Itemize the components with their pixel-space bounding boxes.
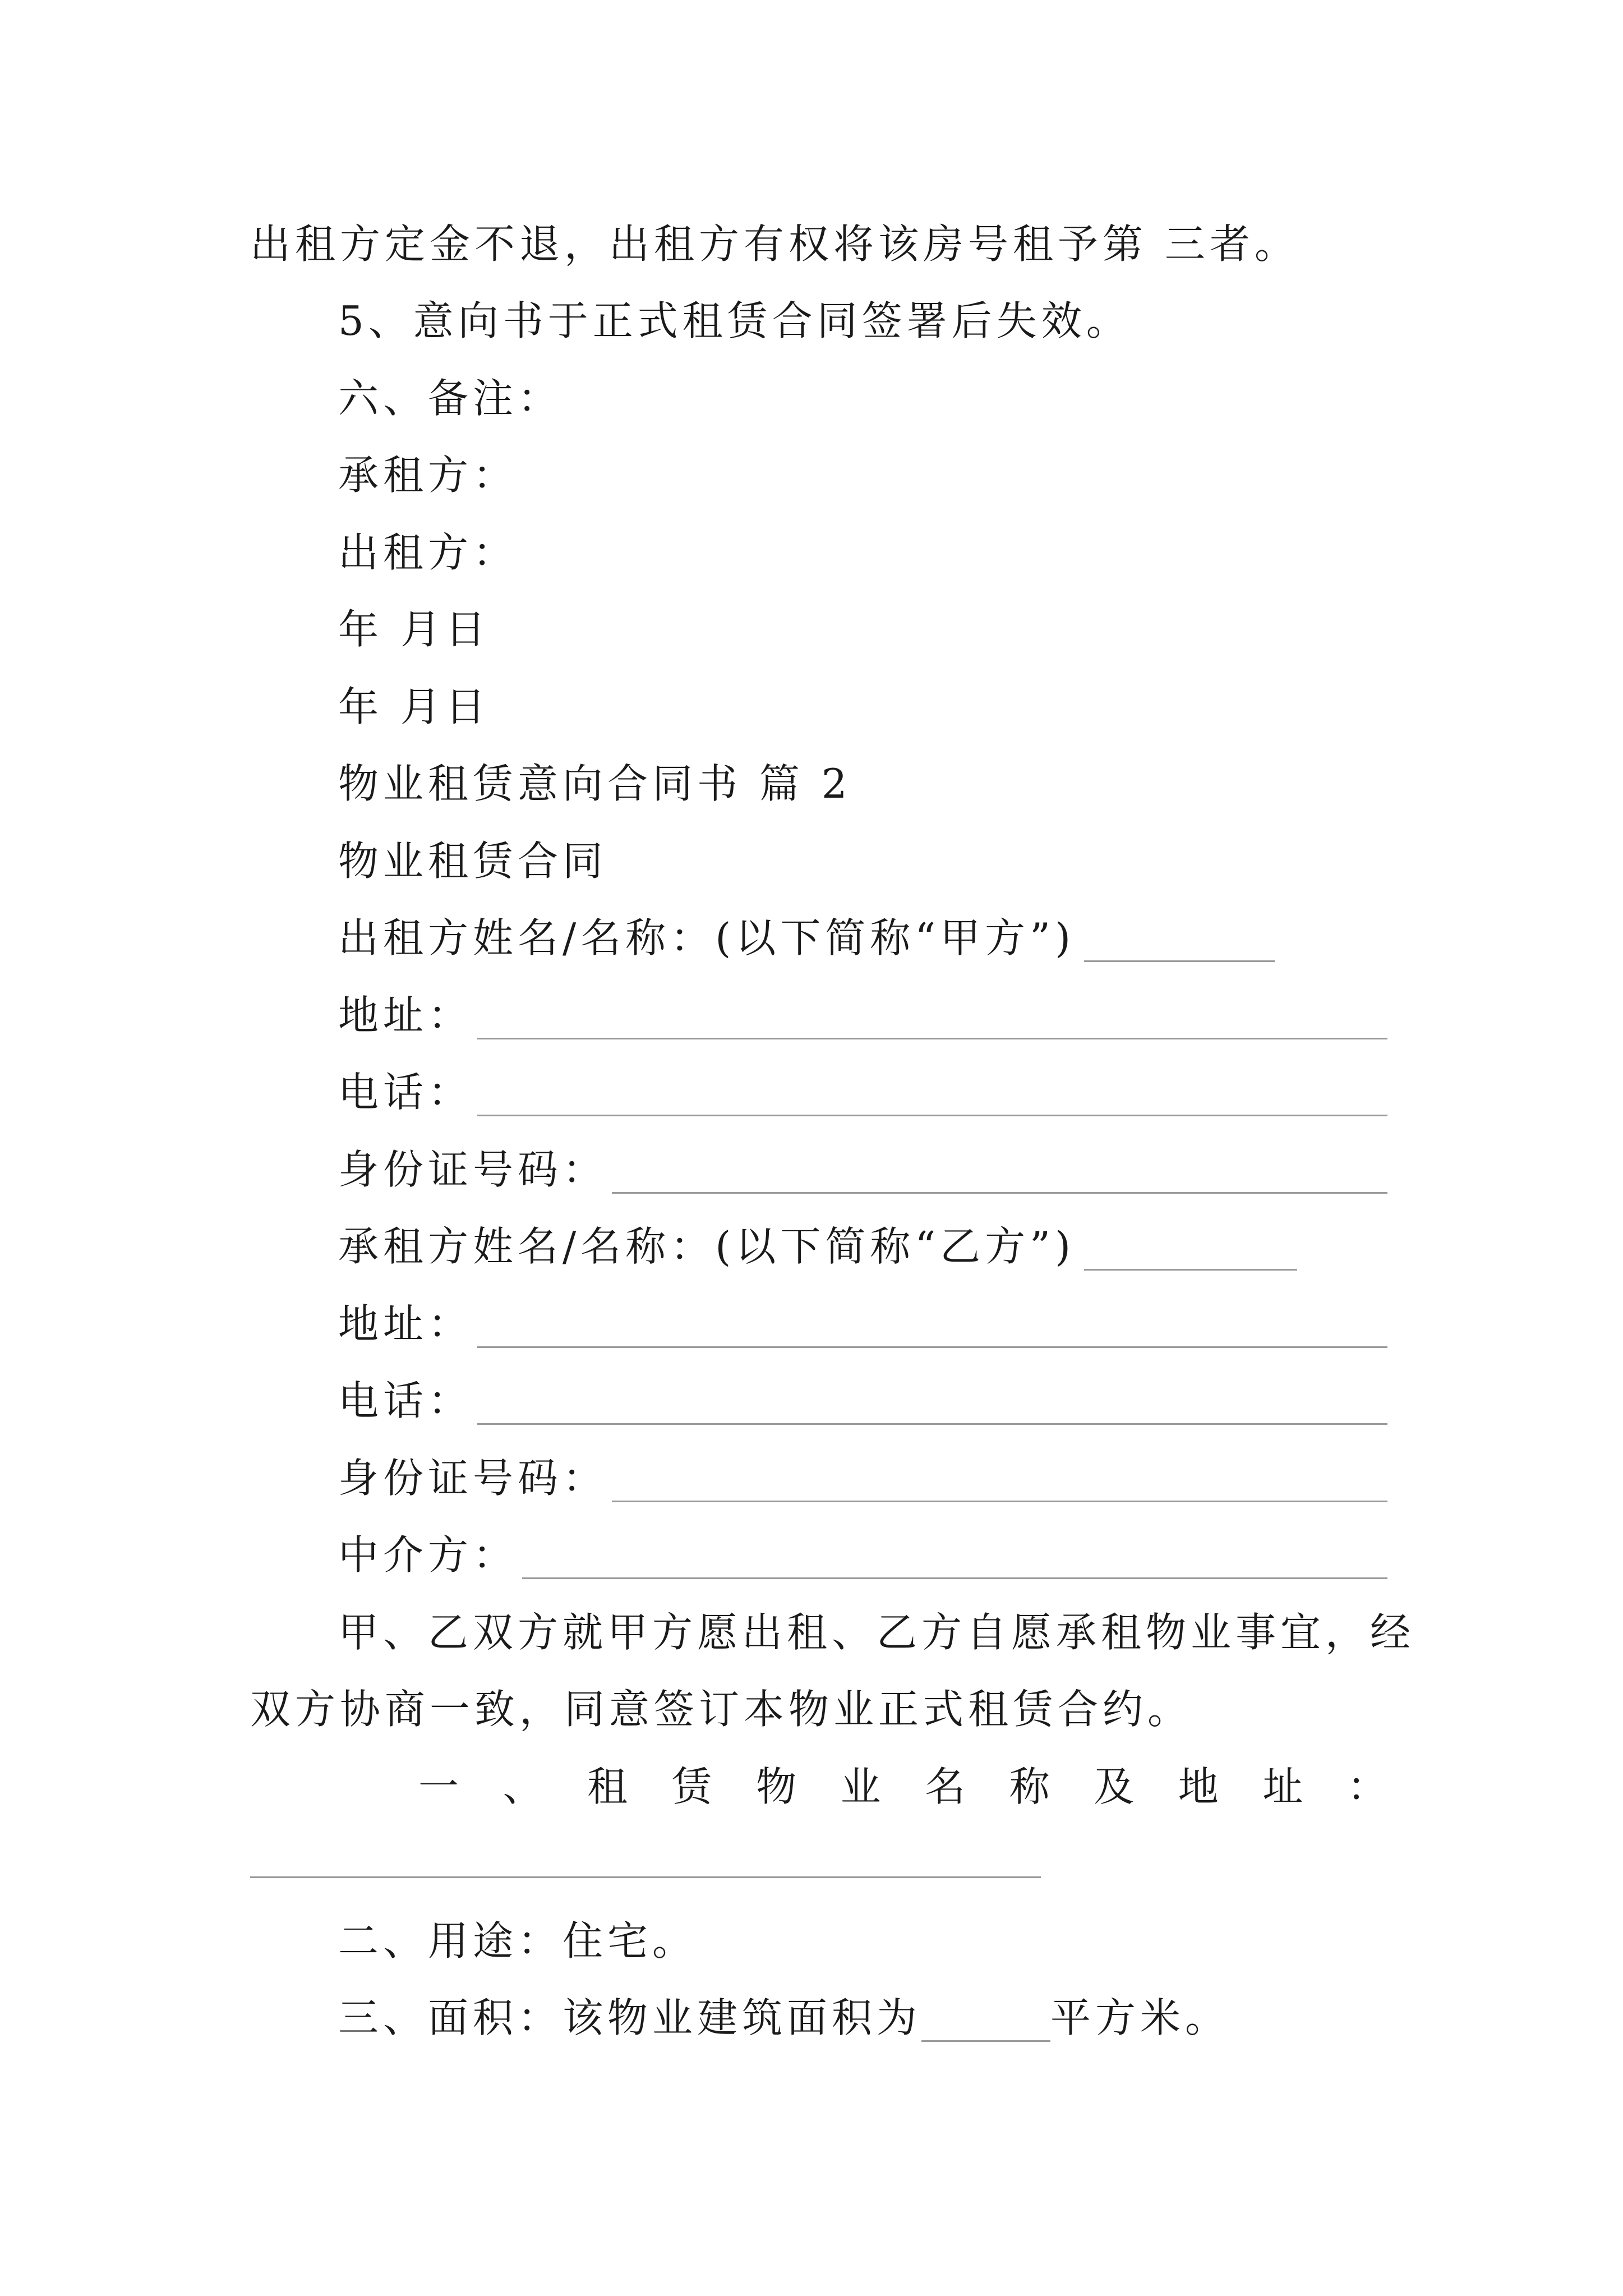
section-3-text-before: 三、面积：该物业建筑面积为 — [338, 1994, 922, 2041]
party-a-blank — [1084, 927, 1275, 962]
party-a-phone-label: 电话： — [338, 1069, 473, 1116]
party-b-line — [338, 1218, 1297, 1274]
agreement-paragraph-line-1: 甲、乙双方就甲方愿出租、乙方自愿承租物业事宜，经 — [338, 1609, 1415, 1656]
paragraph-continuation: 出租方定金不退，出租方有权将该房号租予第 三者。 — [250, 220, 1299, 268]
party-a-id-field — [338, 1142, 1387, 1198]
party-a-phone-blank — [477, 1081, 1387, 1116]
party-b-id-blank — [612, 1467, 1387, 1502]
agent-label: 中介方： — [338, 1531, 518, 1579]
landlord-label: 出租方： — [338, 529, 518, 576]
section-3-text-after: 平方米。 — [1050, 1994, 1230, 2041]
party-a-address-label: 地址： — [338, 992, 473, 1039]
section-1-char: 地 — [1178, 1763, 1219, 1810]
agent-blank — [522, 1544, 1387, 1579]
party-b-address-blank — [477, 1313, 1387, 1348]
section-1-heading — [250, 1759, 1387, 1815]
section-3-line — [338, 1990, 1230, 2046]
party-a-label: 出租方姓名/名称：(以下简称“甲方”) — [338, 914, 1076, 961]
party-b-address-label: 地址： — [338, 1300, 473, 1347]
party-a-address-blank — [477, 1004, 1387, 1039]
section-1-char: 、 — [502, 1763, 543, 1810]
clause-5: 5、意向书于正式租赁合同签署后失效。 — [338, 297, 1131, 344]
party-a-line — [338, 910, 1275, 966]
party-b-address-field — [338, 1296, 1387, 1352]
party-a-id-blank — [612, 1158, 1387, 1194]
section-1-char: ： — [1347, 1763, 1387, 1810]
party-a-address-field — [338, 987, 1387, 1043]
party-b-id-label: 身份证号码： — [338, 1455, 608, 1502]
party-b-phone-field — [338, 1373, 1387, 1429]
tenant-label: 承租方： — [338, 452, 518, 499]
section-1-char: 租 — [587, 1763, 628, 1810]
party-a-id-label: 身份证号码： — [338, 1146, 608, 1193]
contract-title: 物业租赁合同 — [338, 838, 608, 885]
section-6-heading: 六、备注： — [338, 375, 563, 422]
section-1-char: 及 — [1094, 1763, 1135, 1810]
section-1-char: 名 — [925, 1763, 966, 1810]
section-1-char: 物 — [756, 1763, 797, 1810]
party-b-phone-blank — [477, 1389, 1387, 1425]
agent-field — [338, 1527, 1387, 1583]
section-1-char: 称 — [1009, 1763, 1050, 1810]
party-b-label: 承租方姓名/名称：(以下简称“乙方”) — [338, 1223, 1076, 1270]
section-1-char: 址 — [1262, 1763, 1303, 1810]
party-b-id-field — [338, 1450, 1387, 1506]
agreement-paragraph-line-2: 双方协商一致，同意签订本物业正式租赁合约。 — [250, 1686, 1193, 1733]
date-line-1: 年 月日 — [338, 606, 490, 653]
party-a-phone-field — [338, 1064, 1387, 1120]
date-line-2: 年 月日 — [338, 683, 490, 730]
section-1-blank-rule — [250, 1876, 1041, 1878]
party-b-blank — [1084, 1235, 1297, 1271]
section-1-char: 一 — [418, 1763, 459, 1810]
section-1-char: 赁 — [671, 1763, 712, 1810]
section-2: 二、用途：住宅。 — [338, 1917, 698, 1964]
article-heading-2: 物业租赁意向合同书 篇 2 — [338, 760, 852, 807]
section-1-char: 业 — [840, 1763, 881, 1810]
party-b-phone-label: 电话： — [338, 1377, 473, 1424]
area-blank — [921, 2007, 1050, 2042]
